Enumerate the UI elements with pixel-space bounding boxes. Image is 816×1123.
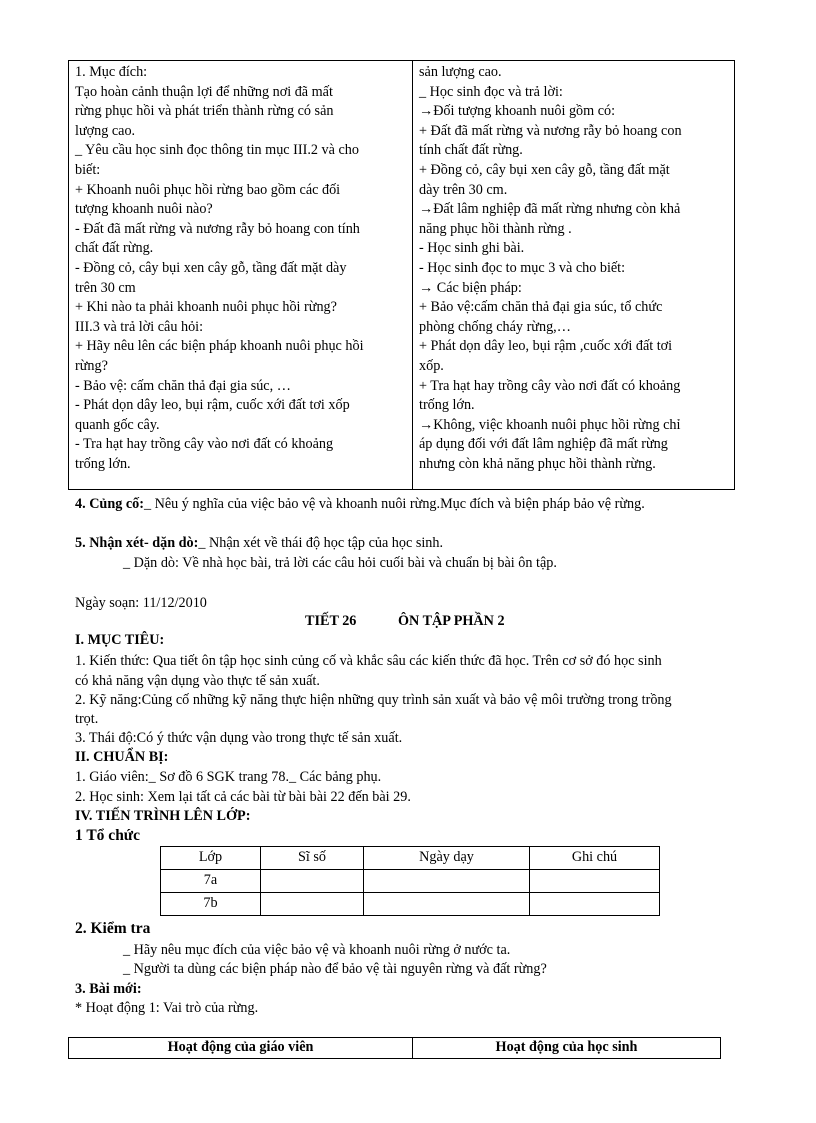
hoat-dong-1: * Hoạt động 1: Vai trò của rừng. xyxy=(75,1000,259,1016)
student-line: sản lượng cao. xyxy=(419,64,502,80)
student-activity-cell xyxy=(413,61,735,490)
roll-cell-notes xyxy=(530,870,660,893)
activity-table xyxy=(68,60,735,490)
teacher-line: rừng phục hồi và phát triển thành rừng có sản xyxy=(75,103,334,120)
muc-tieu-heading: I. MỤC TIÊU: xyxy=(75,632,165,648)
teacher-line: III.3 và trả lời câu hỏi: xyxy=(75,318,204,335)
muc-tieu-line2b: trọt. xyxy=(75,711,99,727)
student-line: tính chất đất rừng. xyxy=(419,142,523,159)
lesson-title: ÔN TẬP PHẦN 2 xyxy=(398,613,505,629)
muc-tieu-line1: 1. Kiến thức: Qua tiết ôn tập học sinh củng cố và khắc sâu các kiến thức đã học. Trên cơ sở đó học sinh xyxy=(75,653,662,669)
teacher-line: + Khi nào ta phải khoanh nuôi phục hồi rừng? xyxy=(75,299,337,316)
kiem-tra-q2: _ Người ta dùng các biện pháp nào để bảo vệ tài nguyên rừng và đất rừng? xyxy=(123,961,547,977)
student-line: + Tra hạt hay trồng cây vào nơi đất có khoảng xyxy=(419,377,681,394)
student-activity-header: Hoạt động của học sinh xyxy=(413,1038,721,1059)
roll-header-row xyxy=(161,847,660,870)
dan-do-line: _ Dặn dò: Về nhà học bài, trả lời các câu hỏi cuối bài và chuẩn bị bài ôn tập. xyxy=(123,555,557,571)
student-line: →Đối tượng khoanh nuôi gồm có: xyxy=(419,103,616,120)
lesson-number: TIẾT 26 xyxy=(305,613,357,629)
roll-header-attendance: Sĩ số xyxy=(261,847,364,870)
teacher-line: _ Yêu cầu học sinh đọc thông tin mục III.2 và cho xyxy=(75,142,359,159)
roll-cell-attendance xyxy=(261,893,364,916)
teacher-line: 1. Mục đích: xyxy=(75,64,148,80)
student-line: + Phát dọn dây leo, bụi rậm ,cuốc xới đất tơi xyxy=(419,338,673,355)
student-line: phòng chống cháy rừng,… xyxy=(419,318,571,335)
student-line: năng phục hồi thành rừng . xyxy=(419,220,572,237)
teacher-activity-header: Hoạt động của giáo viên xyxy=(69,1038,413,1059)
muc-tieu-line1b: có khả năng vận dụng vào thực tế sản xuất. xyxy=(75,673,320,689)
student-line: dày trên 30 cm. xyxy=(419,181,508,198)
roll-cell-class: 7a xyxy=(161,870,261,893)
teacher-line: quanh gốc cây. xyxy=(75,416,160,433)
student-line: →Đất lâm nghiệp đã mất rừng nhưng còn khả xyxy=(419,201,681,218)
nhan-xet-label: 5. Nhận xét- dặn dò: xyxy=(75,535,199,551)
teacher-line: - Đất đã mất rừng và nương rẫy bỏ hoang con tính xyxy=(75,220,360,237)
chuan-bi-line2: 2. Học sinh: Xem lại tất cả các bài từ bài bài 22 đến bài 29. xyxy=(75,789,411,805)
teacher-line: - Phát dọn dây leo, bụi rậm, cuốc xới đất tơi xốp xyxy=(75,397,350,414)
student-line: trống lớn. xyxy=(419,397,475,414)
teacher-line: - Tra hạt hay trồng cây vào nơi đất có khoảng xyxy=(75,436,334,453)
teacher-line: chất đất rừng. xyxy=(75,240,154,257)
roll-cell-attendance xyxy=(261,870,364,893)
roll-header-class: Lớp xyxy=(161,847,261,870)
teacher-line: tượng khoanh nuôi nào? xyxy=(75,201,213,218)
teacher-activity-cell xyxy=(69,61,413,490)
roll-cell-notes xyxy=(530,893,660,916)
muc-tieu-line3: 3. Thái độ:Có ý thức vận dụng vào trong thực tế sản xuất. xyxy=(75,730,403,746)
student-line: - Học sinh ghi bài. xyxy=(419,240,525,257)
student-line: áp dụng đối với đất lâm nghiệp đã mất rừng xyxy=(419,436,668,453)
tien-trinh-heading: IV. TIẾN TRÌNH LÊN LỚP: xyxy=(75,808,251,824)
student-line: nhưng còn khả năng phục hồi thành rừng. xyxy=(419,455,656,472)
teacher-line: trống lớn. xyxy=(75,455,131,472)
teacher-line: + Khoanh nuôi phục hồi rừng bao gồm các đối xyxy=(75,181,341,198)
nhan-xet-line xyxy=(75,534,443,554)
roll-cell-date xyxy=(364,870,530,893)
student-line: + Bảo vệ:cấm chăn thả đại gia súc, tổ chức xyxy=(419,299,663,316)
roll-header-date: Ngày dạy xyxy=(364,847,530,870)
teacher-line: + Hãy nêu lên các biện pháp khoanh nuôi phục hồi xyxy=(75,338,364,355)
chuan-bi-heading: II. CHUẨN BỊ: xyxy=(75,749,169,765)
teacher-line: Tạo hoàn cảnh thuận lợi để những nơi đã mất xyxy=(75,83,333,100)
student-line: →Không, việc khoanh nuôi phục hồi rừng chỉ xyxy=(419,416,681,433)
roll-cell-date xyxy=(364,893,530,916)
bai-moi-heading: 3. Bài mới: xyxy=(75,981,142,997)
teacher-line: trên 30 cm xyxy=(75,279,136,296)
date-line: Ngày soạn: 11/12/2010 xyxy=(75,595,207,611)
student-line: + Đất đã mất rừng và nương rẫy bỏ hoang con xyxy=(419,122,682,139)
roll-cell-class: 7b xyxy=(161,893,261,916)
kiem-tra-heading: 2. Kiểm tra xyxy=(75,920,151,937)
roll-header-notes: Ghi chú xyxy=(530,847,660,870)
activity-header-table xyxy=(68,1037,721,1059)
teacher-line: - Đồng cỏ, cây bụi xen cây gỗ, tầng đất mặt dày xyxy=(75,259,347,276)
to-chuc-heading: 1 Tổ chức xyxy=(75,827,140,844)
student-line: xốp. xyxy=(419,357,444,374)
kiem-tra-q1: _ Hãy nêu mục đích của việc bảo vệ và khoanh nuôi rừng ở nước ta. xyxy=(123,942,511,958)
nhan-xet-text: _ Nhận xét về thái độ học tập của học sinh. xyxy=(198,535,444,551)
teacher-line: lượng cao. xyxy=(75,122,136,139)
student-line: _ Học sinh đọc và trả lời: xyxy=(419,83,563,100)
cung-co-text: _ Nêu ý nghĩa của việc bảo vệ và khoanh nuôi rừng.Mục đích và biện pháp bảo vệ rừng. xyxy=(143,496,645,512)
muc-tieu-line2: 2. Kỹ năng:Củng cố những kỹ năng thực hiện những quy trình sản xuất và bảo vệ môi trường trong trồng xyxy=(75,692,672,708)
roll-row xyxy=(161,893,660,916)
teacher-line: rừng? xyxy=(75,357,108,374)
roll-row xyxy=(161,870,660,893)
roll-table xyxy=(160,846,660,916)
cung-co-line xyxy=(75,495,645,515)
chuan-bi-line1: 1. Giáo viên:_ Sơ đồ 6 SGK trang 78._ Các bảng phụ. xyxy=(75,769,382,785)
student-line: + Đồng cỏ, cây bụi xen cây gỗ, tầng đất mặt xyxy=(419,161,670,178)
cung-co-label: 4. Củng cố: xyxy=(75,496,144,512)
student-line: → Các biện pháp: xyxy=(419,279,522,296)
teacher-line: biết: xyxy=(75,161,101,178)
student-line: - Học sinh đọc to mục 3 và cho biết: xyxy=(419,259,626,276)
teacher-line: - Bảo vệ: cấm chăn thả đại gia súc, … xyxy=(75,377,291,394)
